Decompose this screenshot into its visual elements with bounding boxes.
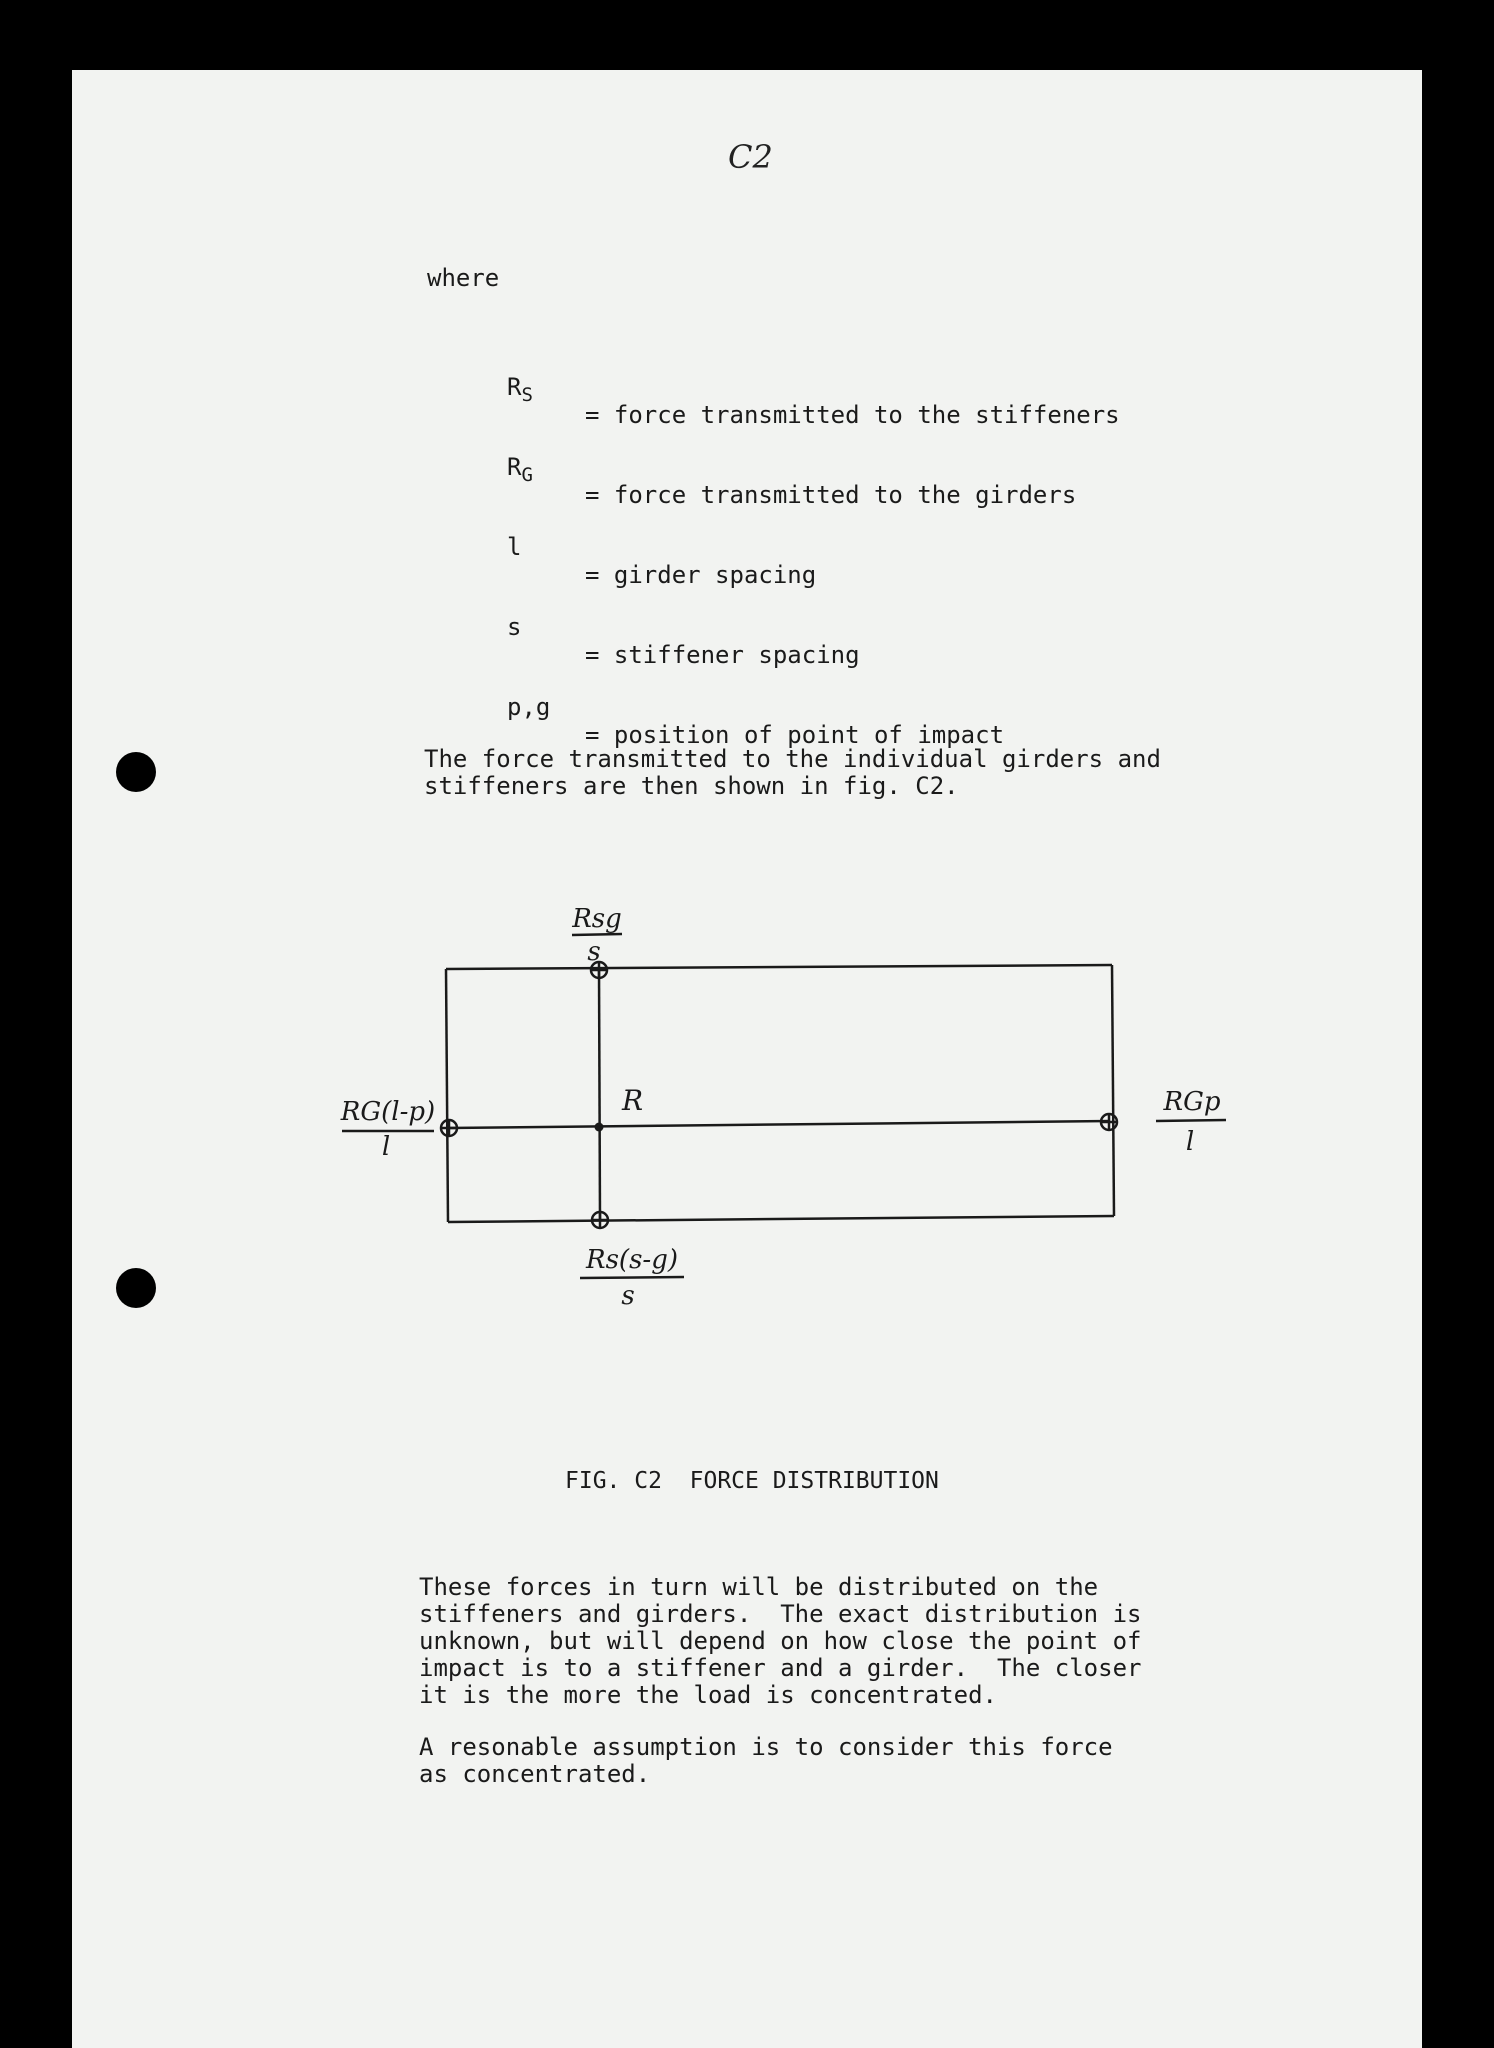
definition-symbol: l [507, 533, 522, 561]
right-force-denominator: l [1185, 1127, 1195, 1157]
definition-symbol: p,g [507, 693, 551, 721]
definition-symbol: $R_G$ [507, 453, 533, 486]
support-marker-left [441, 1120, 457, 1136]
impact-point [595, 1123, 604, 1132]
panel-bottom-edge [448, 1216, 1114, 1222]
support-marker-right [1101, 1114, 1117, 1130]
definition-description: = force transmitted to the stiffeners [585, 401, 1120, 429]
definition-description: = force transmitted to the girders [585, 481, 1077, 509]
body-paragraph: A resonable assumption is to consider this force as concentrated. [419, 1733, 1113, 1788]
fraction-bar-top [572, 934, 622, 935]
panel-right-edge [1112, 965, 1114, 1216]
page-number: C2 [728, 138, 773, 176]
figure-caption: FIG. C2 FORCE DISTRIBUTION [565, 1468, 939, 1494]
definition-symbol: $R_S$ [507, 373, 533, 406]
definition-description: = stiffener spacing [585, 641, 860, 669]
impact-force-label: R [622, 1084, 644, 1117]
definition-description: = position of point of impact [585, 721, 1005, 749]
stiffener-line [599, 968, 600, 1220]
bottom-force-denominator: s [621, 1281, 635, 1311]
bottom-force-numerator: Rs(s-g) [586, 1245, 678, 1275]
fraction-bar-right [1156, 1120, 1226, 1121]
top-force-numerator: Rsg [572, 904, 622, 934]
left-force-numerator: RG(l-p) [340, 1097, 436, 1127]
panel-left-edge [446, 969, 448, 1222]
definition-symbol: s [507, 613, 522, 641]
where-label: where [427, 264, 500, 292]
definition-description: = girder spacing [585, 561, 817, 589]
top-force-denominator: s [587, 937, 601, 967]
fraction-bar-bottom [580, 1277, 684, 1278]
support-marker-bottom [592, 1212, 608, 1228]
left-force-denominator: l [381, 1132, 391, 1162]
right-force-numerator: RGp [1163, 1087, 1221, 1117]
panel-top-edge [446, 965, 1112, 969]
girder-line [448, 1121, 1110, 1128]
intro-paragraph: The force transmitted to the individual girders and stiffeners are then shown in fig. C2. [424, 745, 1161, 800]
body-paragraph: These forces in turn will be distributed on the stiffeners and girders. The exact distribution is unknown, but will depend on how close the point of impact is to a stiffener and a girder. The closer it is the more the load is concentrated. [419, 1573, 1142, 1709]
